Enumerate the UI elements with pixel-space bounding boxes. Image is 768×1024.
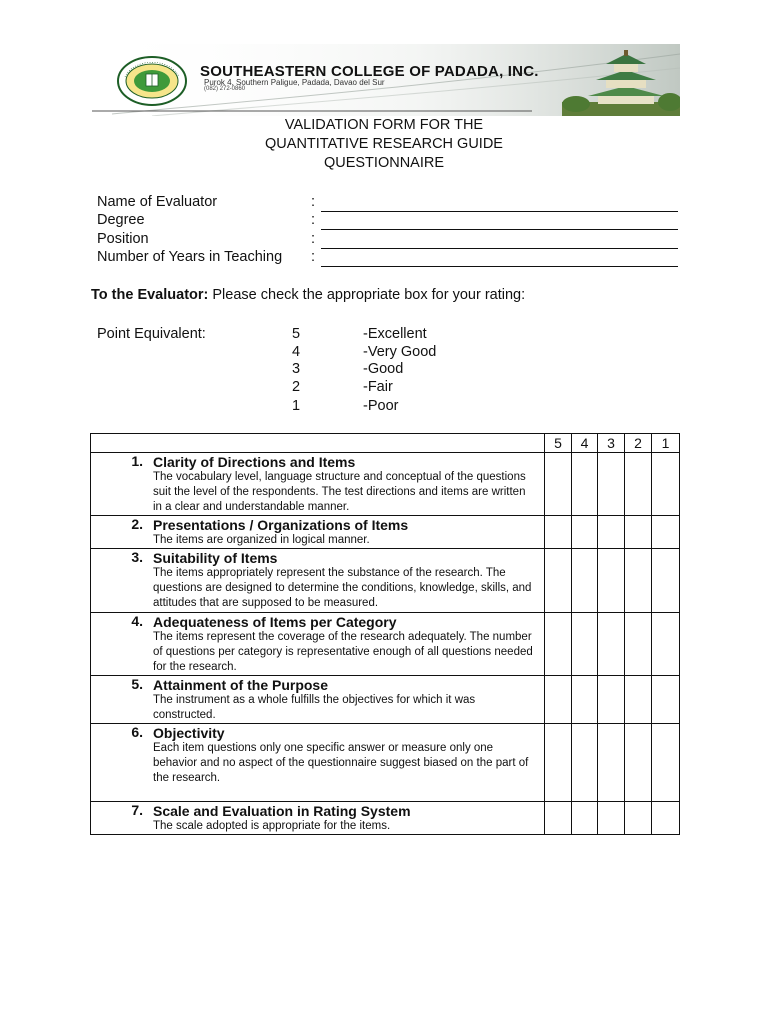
criterion-description: The items are organized in logical manner. xyxy=(153,534,370,546)
point-equivalent-label: Point Equivalent: xyxy=(97,326,206,342)
criterion-cell xyxy=(91,516,545,549)
rating-checkbox-1[interactable] xyxy=(652,613,680,676)
criterion-title: Presentations / Organizations of Items xyxy=(153,517,409,533)
form-title-line-3: QUESTIONNAIRE xyxy=(323,155,445,171)
table-row xyxy=(91,549,680,613)
criterion-description: The items appropriately represent the substance of the research. The questions are designed to determine the conditions, knowledge, skills, and attitudes that are supposed to be measured. xyxy=(153,567,532,609)
rating-checkbox-4[interactable] xyxy=(572,676,598,724)
colon: : xyxy=(311,212,316,228)
college-address: Purok 4, Southern Paligue, Padada, Davao del Sur xyxy=(204,78,385,87)
rating-checkbox-2[interactable] xyxy=(625,802,652,835)
rating-checkbox-2[interactable] xyxy=(625,613,652,676)
rating-checkbox-3[interactable] xyxy=(598,516,625,549)
rating-checkbox-1[interactable] xyxy=(652,724,680,802)
criterion-description: The vocabulary level, language structure and conceptual of the questions suit the level of the respondents. The test directions and items are written in a clear and understandable manner. xyxy=(153,471,526,513)
scale-description: -Good xyxy=(363,361,404,377)
rating-checkbox-4[interactable] xyxy=(572,613,598,676)
scale-value: 1 xyxy=(292,398,301,414)
evaluator-name-label: Name of Evaluator xyxy=(97,194,218,210)
header-blank-cell xyxy=(91,434,545,453)
table-row xyxy=(91,516,680,549)
degree-label: Degree xyxy=(97,212,145,228)
rating-checkbox-2[interactable] xyxy=(625,724,652,802)
table-row xyxy=(91,724,680,802)
college-name: SOUTHEASTERN COLLEGE OF PADADA, INC. xyxy=(200,63,539,80)
criterion-number: 7. xyxy=(131,802,143,818)
rating-checkbox-5[interactable] xyxy=(545,802,572,835)
colon: : xyxy=(311,249,316,265)
rating-table xyxy=(90,433,680,835)
table-row xyxy=(91,802,680,835)
scale-description: -Fair xyxy=(363,379,393,395)
criterion-number: 6. xyxy=(131,724,143,740)
rating-checkbox-3[interactable] xyxy=(598,676,625,724)
table-header-row xyxy=(91,434,680,453)
criterion-title: Objectivity xyxy=(153,725,225,741)
rating-checkbox-1[interactable] xyxy=(652,516,680,549)
rating-checkbox-4[interactable] xyxy=(572,453,598,516)
evaluator-name-field[interactable] xyxy=(321,211,678,212)
criterion-cell xyxy=(91,453,545,516)
rating-checkbox-3[interactable] xyxy=(598,802,625,835)
scale-description: -Very Good xyxy=(363,344,437,360)
rating-header-4: 4 xyxy=(572,434,598,453)
scale-value: 3 xyxy=(292,361,301,377)
criterion-description: The scale adopted is appropriate for the items. xyxy=(153,820,391,832)
scale-value: 5 xyxy=(292,326,301,342)
form-title-line-1: VALIDATION FORM FOR THE xyxy=(284,117,484,133)
colon: : xyxy=(311,231,316,247)
rating-header-3: 3 xyxy=(598,434,625,453)
rating-header-5: 5 xyxy=(545,434,572,453)
criterion-number: 2. xyxy=(131,516,143,532)
instruction-lead: To the Evaluator: xyxy=(91,287,209,303)
rating-checkbox-5[interactable] xyxy=(545,724,572,802)
years-teaching-label: Number of Years in Teaching xyxy=(97,249,283,265)
rating-checkbox-5[interactable] xyxy=(545,676,572,724)
college-seal-logo xyxy=(115,55,189,107)
rating-checkbox-1[interactable] xyxy=(652,676,680,724)
rating-checkbox-5[interactable] xyxy=(545,549,572,613)
rating-checkbox-3[interactable] xyxy=(598,724,625,802)
criterion-number: 3. xyxy=(131,549,143,565)
instruction-text: Please check the appropriate box for your rating: xyxy=(208,287,526,303)
table-row xyxy=(91,453,680,516)
rating-checkbox-1[interactable] xyxy=(652,549,680,613)
rating-checkbox-4[interactable] xyxy=(572,724,598,802)
criterion-cell xyxy=(91,549,545,613)
criterion-number: 5. xyxy=(131,676,143,692)
table-row xyxy=(91,613,680,676)
criterion-description: The items represent the coverage of the research adequately. The number of questions per category is representative enough of all questions needed for the research. xyxy=(153,631,533,673)
criterion-number: 4. xyxy=(131,613,143,629)
rating-checkbox-5[interactable] xyxy=(545,613,572,676)
criterion-title: Suitability of Items xyxy=(153,550,278,566)
rating-checkbox-2[interactable] xyxy=(625,453,652,516)
rating-header-1: 1 xyxy=(652,434,680,453)
criterion-description: Each item questions only one specific answer or measure only one behavior and no aspect of the questionnaire suggest biased on the part of the research. xyxy=(153,742,529,784)
degree-field[interactable] xyxy=(321,229,678,230)
rating-checkbox-5[interactable] xyxy=(545,516,572,549)
criterion-cell xyxy=(91,613,545,676)
rating-checkbox-2[interactable] xyxy=(625,516,652,549)
position-label: Position xyxy=(97,231,149,247)
position-field[interactable] xyxy=(321,248,678,249)
criterion-number: 1. xyxy=(131,453,143,469)
rating-checkbox-2[interactable] xyxy=(625,549,652,613)
college-phone: (082) 272-0860 xyxy=(204,86,246,92)
criterion-cell xyxy=(91,724,545,802)
rating-checkbox-3[interactable] xyxy=(598,613,625,676)
criterion-title: Scale and Evaluation in Rating System xyxy=(153,803,411,819)
form-title-line-2: QUANTITATIVE RESEARCH GUIDE xyxy=(265,136,503,152)
rating-checkbox-1[interactable] xyxy=(652,802,680,835)
rating-checkbox-4[interactable] xyxy=(572,516,598,549)
criterion-title: Attainment of the Purpose xyxy=(153,677,329,693)
rating-checkbox-4[interactable] xyxy=(572,802,598,835)
rating-checkbox-3[interactable] xyxy=(598,453,625,516)
scale-value: 4 xyxy=(292,344,301,360)
criterion-cell xyxy=(91,802,545,835)
scale-value: 2 xyxy=(292,379,301,395)
scale-description: -Excellent xyxy=(363,326,427,342)
years-teaching-field[interactable] xyxy=(321,266,678,267)
rating-header-2: 2 xyxy=(625,434,652,453)
criterion-cell xyxy=(91,676,545,724)
criterion-description: The instrument as a whole fulfills the objectives for which it was constructed. xyxy=(153,694,476,721)
table-row xyxy=(91,676,680,724)
rating-checkbox-3[interactable] xyxy=(598,549,625,613)
rating-checkbox-4[interactable] xyxy=(572,549,598,613)
evaluator-instruction xyxy=(91,287,525,303)
scale-description: -Poor xyxy=(363,398,399,414)
rating-checkbox-2[interactable] xyxy=(625,676,652,724)
rating-checkbox-1[interactable] xyxy=(652,453,680,516)
criterion-title: Adequateness of Items per Category xyxy=(153,614,397,630)
colon: : xyxy=(311,194,316,210)
rating-checkbox-5[interactable] xyxy=(545,453,572,516)
criterion-title: Clarity of Directions and Items xyxy=(153,454,356,470)
